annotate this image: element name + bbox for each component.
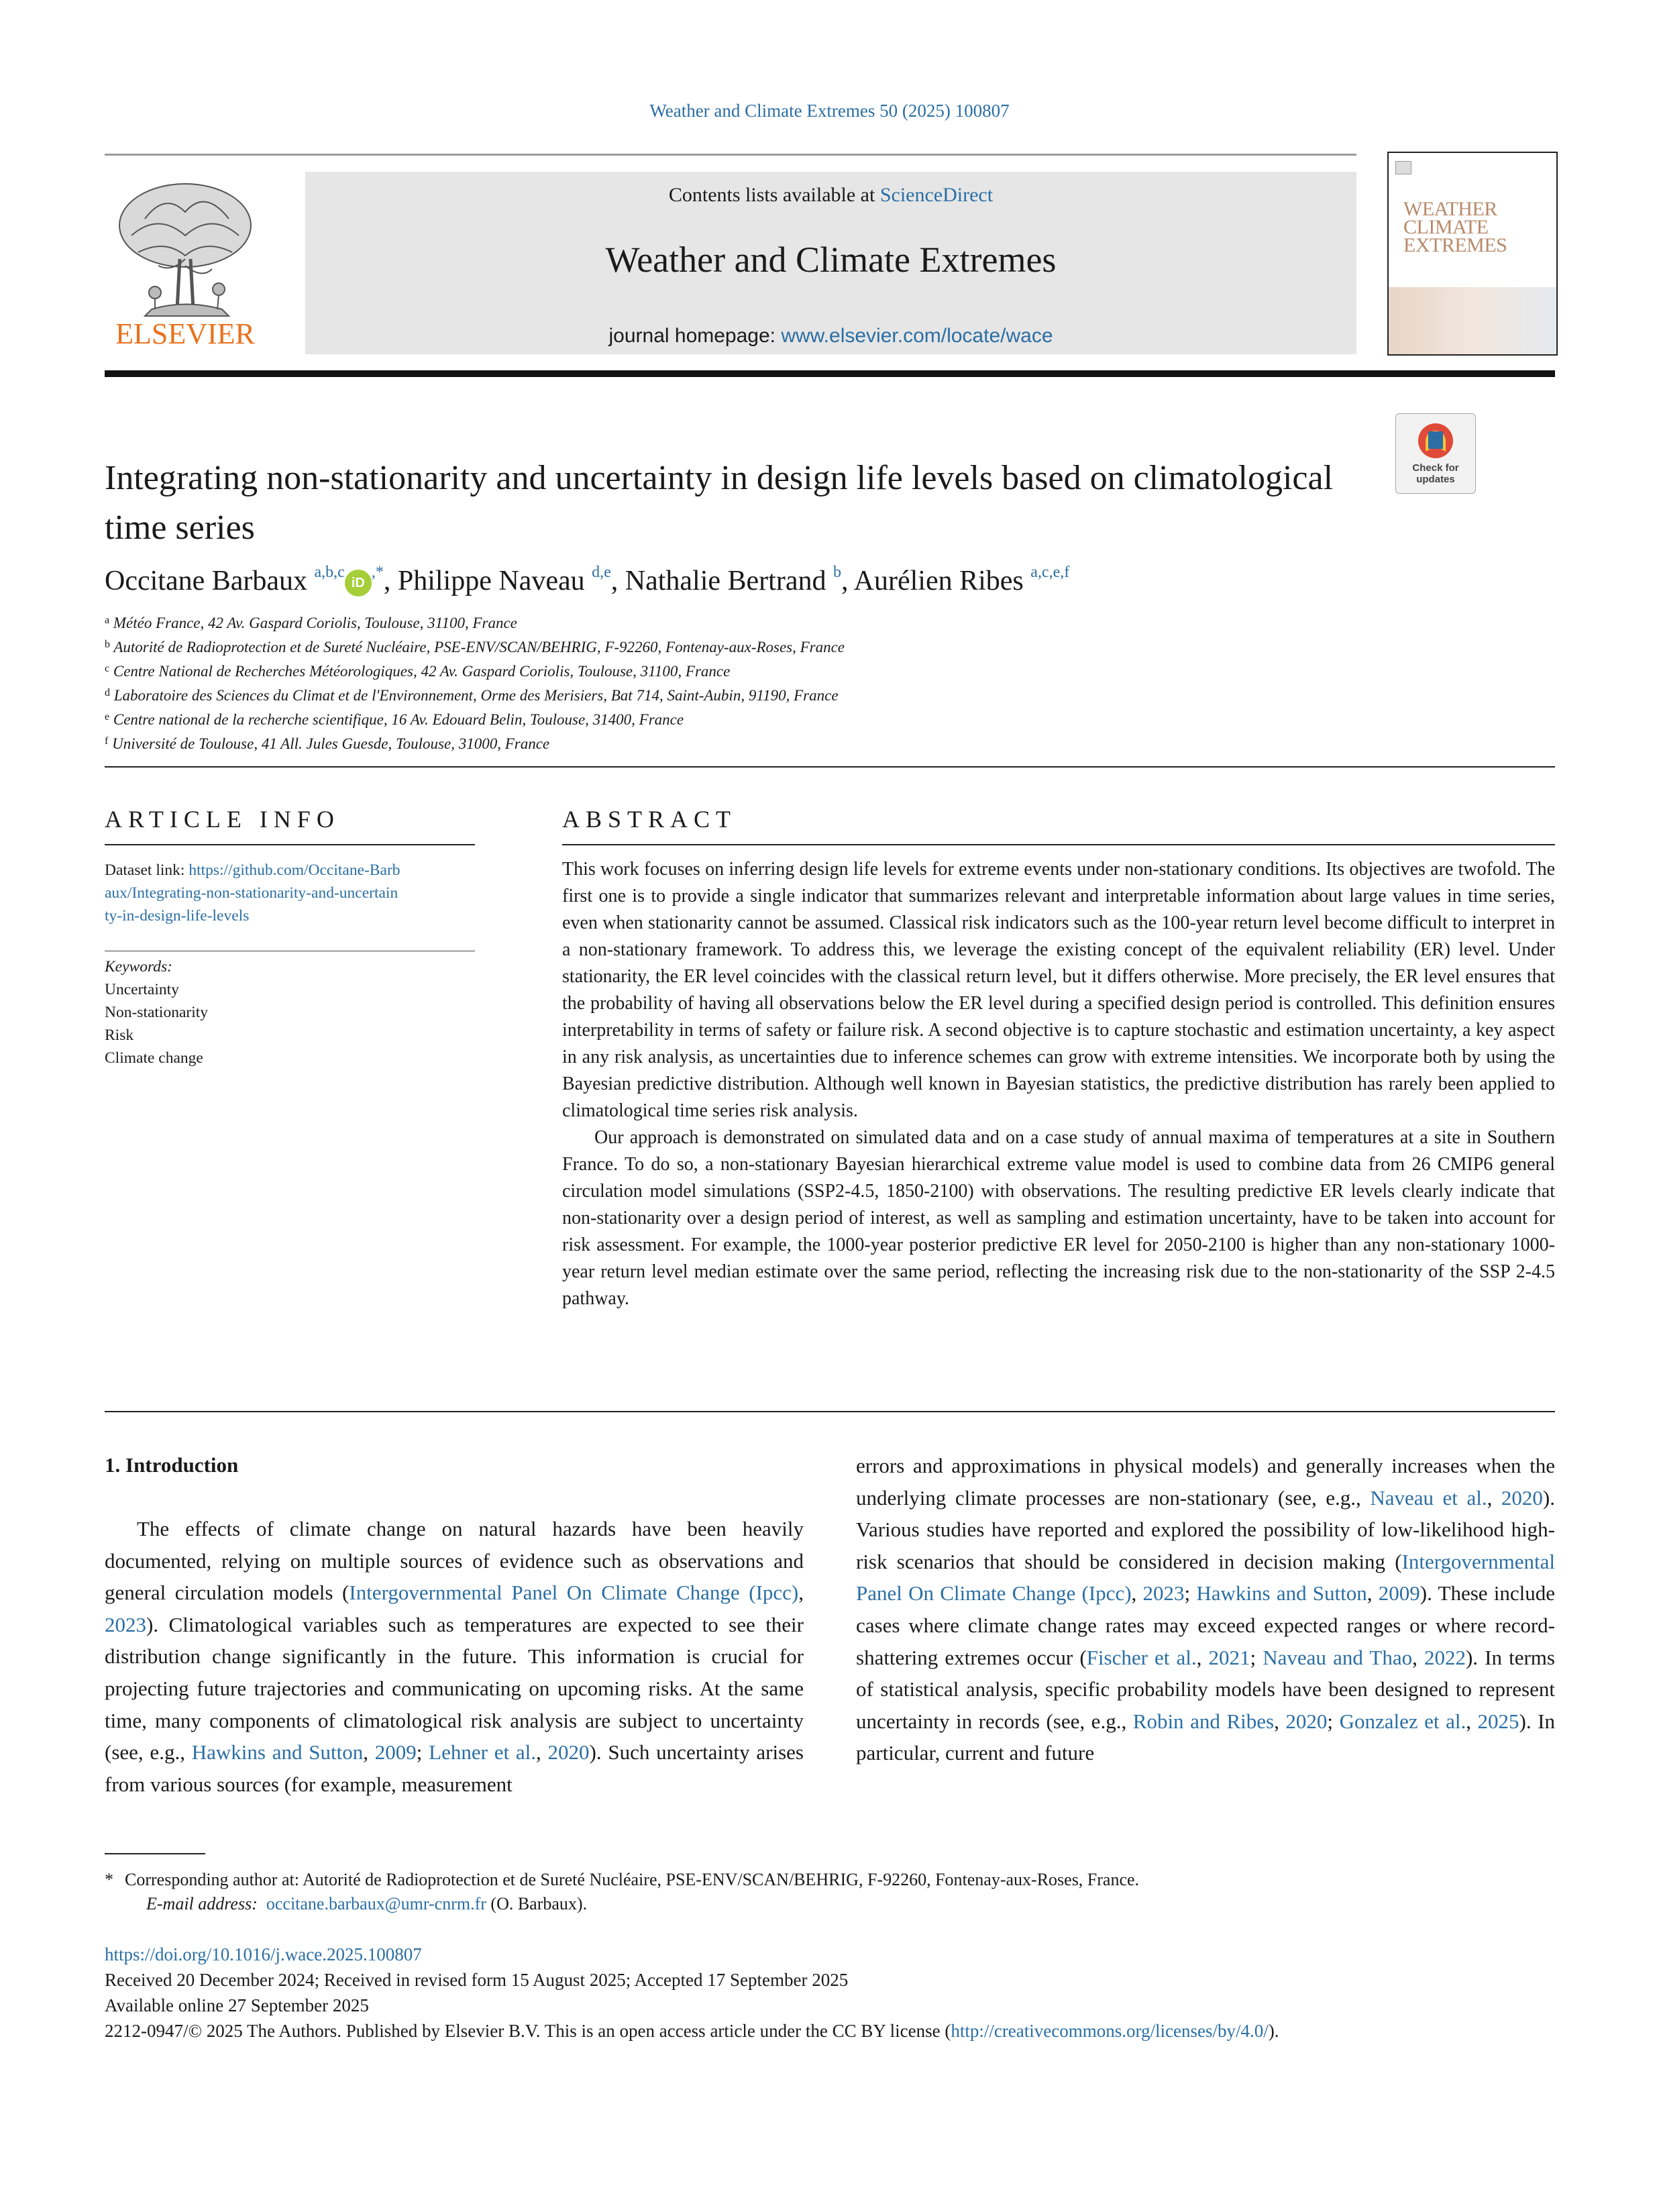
intro-paragraph: The effects of climate change on natural hazards have been heavily documented, relying on multiple sources of evidence such as observations and general circulation models (Intergovernmental Panel On Climate Change (Ipcc), 2023). Climatological variables such as temperatures are expected to see their distribution change significantly in the future. This information is crucial for projecting future trajectories and communicating on upcoming risks. At the same time, many components of climatological risk analysis are subject to uncertainty (see, e.g., Hawkins and Sutton, 2009; Lehner et al., 2020). Such uncertainty arises from various sources (for example, measurement (105, 1517, 804, 1796)
affiliation: $^b$ Autorité de Radioprotection et de Sureté Nucléaire, PSE-ENV/SCAN/BEHRIG, F-92260, Fontenay-aux-Roses, France (105, 639, 845, 655)
citation-link[interactable]: 2020 (547, 1740, 590, 1765)
author-affil-ref[interactable]: d,e (592, 564, 611, 581)
elsevier-wordmark: ELSEVIER (115, 317, 255, 350)
citation-link[interactable]: Fischer et al. (1086, 1645, 1197, 1669)
check-for-updates-button[interactable] (1395, 413, 1476, 494)
author-affil-ref[interactable]: a,c,e,f (1030, 564, 1070, 581)
keywords-label: Keywords: (105, 958, 172, 976)
doi-link[interactable]: https://doi.org/10.1016/j.wace.2025.100807 (105, 1944, 422, 1964)
citation-link[interactable]: Hawkins and Sutton (1196, 1581, 1367, 1605)
affiliation: $^f$ Université de Toulouse, 41 All. Jules Guesde, Toulouse, 31000, France (105, 735, 550, 752)
citation-link[interactable]: Lehner et al. (429, 1740, 537, 1765)
publication-info (105, 1942, 1555, 2044)
dataset-link-block: Dataset link: https://github.com/Occitane-Barb aux/Integrating-non-stationarity-and-uncertain ty-in-design-life-levels (105, 859, 480, 927)
keyword: Non-stationarity (105, 1004, 209, 1021)
license-line: 2212-0947/© 2025 The Authors. Published by Elsevier B.V. This is an open access article under the CC BY license (http://creativecommons.org/licenses/by/4.0/). (105, 2021, 1279, 2041)
journal-homepage: journal homepage: www.elsevier.com/locate/wace (608, 325, 1053, 347)
abstract-divider (562, 844, 1555, 845)
orcid-icon[interactable]: iD (345, 570, 372, 596)
top-divider (105, 154, 1356, 156)
available-online: Available online 27 September 2025 (105, 1995, 369, 2015)
citation-link[interactable]: 2022 (1424, 1645, 1466, 1669)
journal-cover[interactable] (1387, 152, 1558, 356)
citation-link[interactable]: Robin and Ribes (1132, 1709, 1275, 1733)
sciencedirect-link[interactable]: ScienceDirect (879, 184, 994, 206)
dataset-link[interactable]: ty-in-design-life-levels (105, 907, 250, 925)
intro-left-column (105, 1513, 804, 1800)
check-updates-label: Check for updates (1412, 462, 1459, 485)
dataset-link[interactable]: https://github.com/Occitane-Barb (189, 861, 400, 879)
intro-paragraph: errors and approximations in physical models) and generally increases when the underlying climate processes are non-stationary (see, e.g., Naveau et al., 2020). Various studies have reported and explored the possibility of low-likelihood high-risk scenarios that should be considered in decision making (Intergovernmental Panel On Climate Change (Ipcc), 2023; Hawkins and Sutton, 2009). These include cases where climate change rates may exceed expected ranges or where record-shattering extremes occur (Fischer et al., 2021; Naveau and Thao, 2022). In terms of statistical analysis, specific probability models have been designed to represent uncertainty in records (see, e.g., Robin and Ribes, 2020; Gonzalez et al., 2025). In particular, current and future (856, 1454, 1556, 1765)
email-link[interactable]: occitane.barbaux@umr-cnrm.fr (266, 1894, 486, 1913)
footnote-divider (105, 1853, 205, 1854)
author-name[interactable]: Aurélien Ribes (853, 566, 1024, 596)
dataset-link[interactable]: aux/Integrating-non-stationarity-and-uncertain (105, 884, 398, 902)
citation-link[interactable]: Naveau and Thao (1263, 1645, 1413, 1669)
affiliations-divider (105, 766, 1555, 768)
abstract-heading: ABSTRACT (562, 806, 737, 833)
abstract-body (562, 856, 1555, 1312)
abstract-paragraph: This work focuses on inferring design life levels for extreme events under non-stationary conditions. Its objectives are twofold. The first one is to provide a single indicator that summarizes relevant and interpretable information about large values in time series, even when stationarity cannot be assumed. Classical risk indicators such as the 100-year return level become difficult to interpret in a non-stationary framework. To address this, we leverage the existing concept of the equivalent reliability (ER) level. Under stationarity, the ER level coincides with the classical return level, but it differs otherwise. More precisely, the ER level ensures that the probability of having all observations below the ER level during a specified design period is controlled. This definition ensures interpretability in terms of safety or failure risk. A second objective is to capture stochastic and estimation uncertainty, a key aspect in any risk analysis, as uncertainties due to inference schemes can grow with extreme intensities. We incorporate both by using the Bayesian predictive distribution. Although well known in Bayesian statistics, the predictive distribution has rarely been applied to climatological time series risk analysis. (562, 859, 1555, 1121)
license-link[interactable]: http://creativecommons.org/licenses/by/4.0/ (951, 2021, 1269, 2041)
affiliation: $^a$ Météo France, 42 Av. Gaspard Coriolis, Toulouse, 31100, France (105, 615, 517, 631)
affiliation: $^c$ Centre National de Recherches Météorologiques, 42 Av. Gaspard Coriolis, Toulouse, 31100, France (105, 663, 731, 680)
received-dates: Received 20 December 2024; Received in revised form 15 August 2025; Accepted 17 September 2025 (105, 1970, 849, 1990)
introduction-heading: 1. Introduction (105, 1453, 239, 1477)
corresponding-address: Corresponding author at: Autorité de Radioprotection et de Sureté Nucléaire, PSE-ENV/SCAN/BEHRIG, F-92260, Fontenay-aux-Roses, France. (125, 1870, 1140, 1889)
affiliation: $^d$ Laboratoire des Sciences du Climat et de l'Environnement, Orme des Merisiers, Bat 714, Saint-Aubin, 91190, France (105, 687, 839, 704)
keyword: Uncertainty (105, 981, 179, 998)
keywords-block (105, 955, 480, 1069)
article-info-heading: ARTICLE INFO (105, 806, 340, 833)
citation-link[interactable]: 2023 (1142, 1581, 1185, 1605)
author-name[interactable]: Occitane Barbaux (105, 566, 308, 596)
citation-link[interactable]: 2009 (1378, 1581, 1420, 1605)
article-title: Integrating non-stationarity and uncertainty in design life levels based on climatological time series (105, 459, 1334, 547)
citation-link[interactable]: 2009 (374, 1740, 417, 1765)
corresponding-author-marker[interactable]: ,* (371, 564, 384, 581)
cover-artwork (1389, 287, 1556, 354)
citation-link[interactable]: 2020 (1501, 1485, 1543, 1510)
elsevier-tree-icon (105, 172, 266, 353)
contents-line: Contents lists available at ScienceDirect (668, 184, 994, 206)
homepage-link[interactable]: www.elsevier.com/locate/wace (781, 325, 1053, 347)
journal-title: Weather and Climate Extremes (605, 240, 1057, 280)
cover-publisher-icon (1395, 161, 1411, 174)
keyword: Climate change (105, 1049, 203, 1067)
journal-banner (305, 172, 1356, 354)
intro-right-column (856, 1450, 1555, 1769)
citation-link[interactable]: 2020 (1285, 1709, 1328, 1733)
author-name[interactable]: Nathalie Bertrand (625, 566, 826, 596)
abstract-paragraph: Our approach is demonstrated on simulated data and on a case study of annual maxima of temperatures at a site in Southern France. To do so, a non-stationary Bayesian hierarchical extreme value model is used to combine data from 26 CMIP6 general circulation model simulations (SSP2-4.5, 1850-2100) with observations. The resulting predictive ER levels clearly indicate that non-stationarity over a design period of interest, as well as sampling and estimation uncertainty, have to be taken into account for risk assessment. For example, the 1000-year posterior predictive ER level for 2050-2100 is higher than any non-stationary 1000-year return level median estimate over the same period, reflecting the increasing risk due to the non-stationarity of the SSP 2-4.5 pathway. (562, 1127, 1555, 1309)
citation-link[interactable]: 2021 (1208, 1645, 1250, 1669)
footnote-star: * (105, 1870, 113, 1889)
email-label: E-mail address: (146, 1894, 258, 1913)
citation-link[interactable]: Gonzalez et al. (1339, 1709, 1466, 1733)
citation-link[interactable]: Hawkins and Sutton (191, 1740, 364, 1765)
corresponding-footnote: * Corresponding author at: Autorité de Radioprotection et de Sureté Nucléaire, PSE-ENV/SCAN/BEHRIG, F-92260, Fontenay-aux-Roses, France. E-mail address: occitane.barbaux@umr-cnrm.fr (O. Barbaux). (105, 1868, 1555, 1916)
keyword: Risk (105, 1026, 134, 1044)
citation-link[interactable]: 2023 (105, 1612, 146, 1636)
affiliation: $^e$ Centre national de la recherche scientifique, 16 Av. Edouard Belin, Toulouse, 31400, France (105, 711, 684, 728)
journal-reference[interactable]: Weather and Climate Extremes 50 (2025) 100807 (649, 101, 1010, 121)
article-info-divider (105, 844, 475, 845)
citation-link[interactable]: Naveau et al. (1370, 1485, 1487, 1510)
author-list: Occitane Barbaux $^{a,b,c}$iD,*, Philippe Naveau $^{d,e}$, Nathalie Bertrand $^b$, Aurélien Ribes $^{a,c,e,f}$ (105, 564, 1070, 596)
abstract-bottom-divider (105, 1411, 1555, 1412)
author-affil-ref[interactable]: b (833, 564, 841, 581)
citation-link[interactable]: 2025 (1477, 1709, 1519, 1733)
citation-link[interactable]: Intergovernmental Panel On Climate Change (Ipcc) (856, 1549, 1555, 1605)
header-divider (105, 370, 1555, 377)
author-affil-ref[interactable]: a,b,c (314, 564, 345, 581)
author-name[interactable]: Philippe Naveau (397, 566, 585, 596)
elsevier-logo[interactable] (105, 172, 266, 353)
cover-title: WEATHER CLIMATE EXTREMES (1403, 198, 1507, 256)
citation-link[interactable]: Intergovernmental Panel On Climate Change (Ipcc) (349, 1581, 799, 1605)
